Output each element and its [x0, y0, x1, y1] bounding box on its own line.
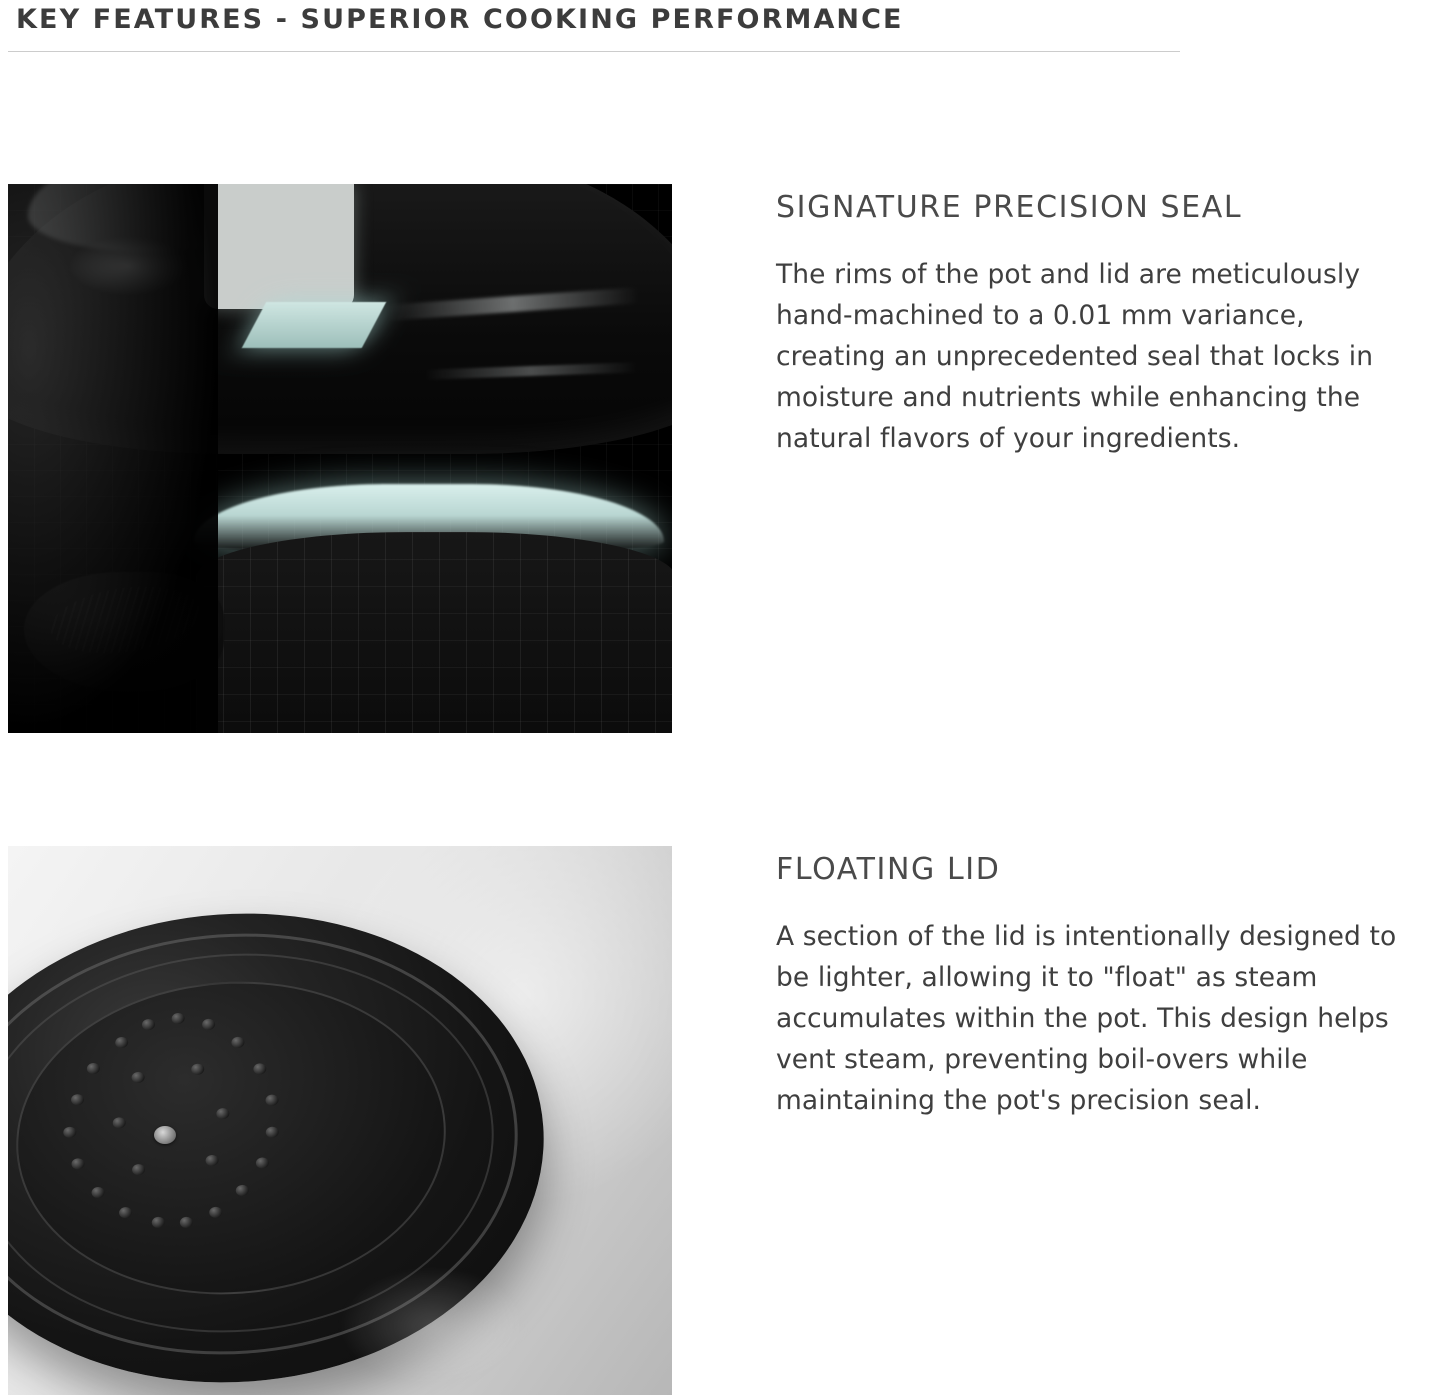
- feature-text-block: [672, 184, 1445, 460]
- features-list: [0, 184, 1445, 1395]
- feature-body: A section of the lid is intentionally designed to be lighter, allowing it to "float" as steam accumulates within the pot. This design helps vent steam, preventing boil-overs while maintaining the pot's precision seal.: [776, 921, 1397, 1116]
- seal-glow-upper: [242, 302, 386, 348]
- lid-center-rivet: [154, 1126, 176, 1144]
- feature-body: The rims of the pot and lid are meticulously hand-machined to a 0.01 mm variance, creating an unprecedented seal that locks in moisture and nutrients while enhancing the natural flavors of your ingredients.: [776, 259, 1374, 454]
- page-title: KEY FEATURES - SUPERIOR COOKING PERFORMANCE: [16, 4, 904, 35]
- feature-row: [0, 846, 1445, 1395]
- pot-body-shape: [196, 532, 672, 733]
- floating-lid-photo: [8, 846, 672, 1395]
- feature-heading: SIGNATURE PRECISION SEAL: [776, 190, 1243, 225]
- feature-text-block: [672, 846, 1445, 1122]
- feature-heading: FLOATING LID: [776, 852, 1001, 887]
- lid-edge-highlight: [338, 1266, 528, 1386]
- seal-notch: [204, 184, 354, 309]
- left-shadow-vignette: [8, 184, 218, 733]
- page-header: [8, 0, 1180, 52]
- precision-seal-macro-photo: [8, 184, 672, 733]
- feature-row: [0, 184, 1445, 733]
- pot-body-grid-overlay: [196, 532, 672, 733]
